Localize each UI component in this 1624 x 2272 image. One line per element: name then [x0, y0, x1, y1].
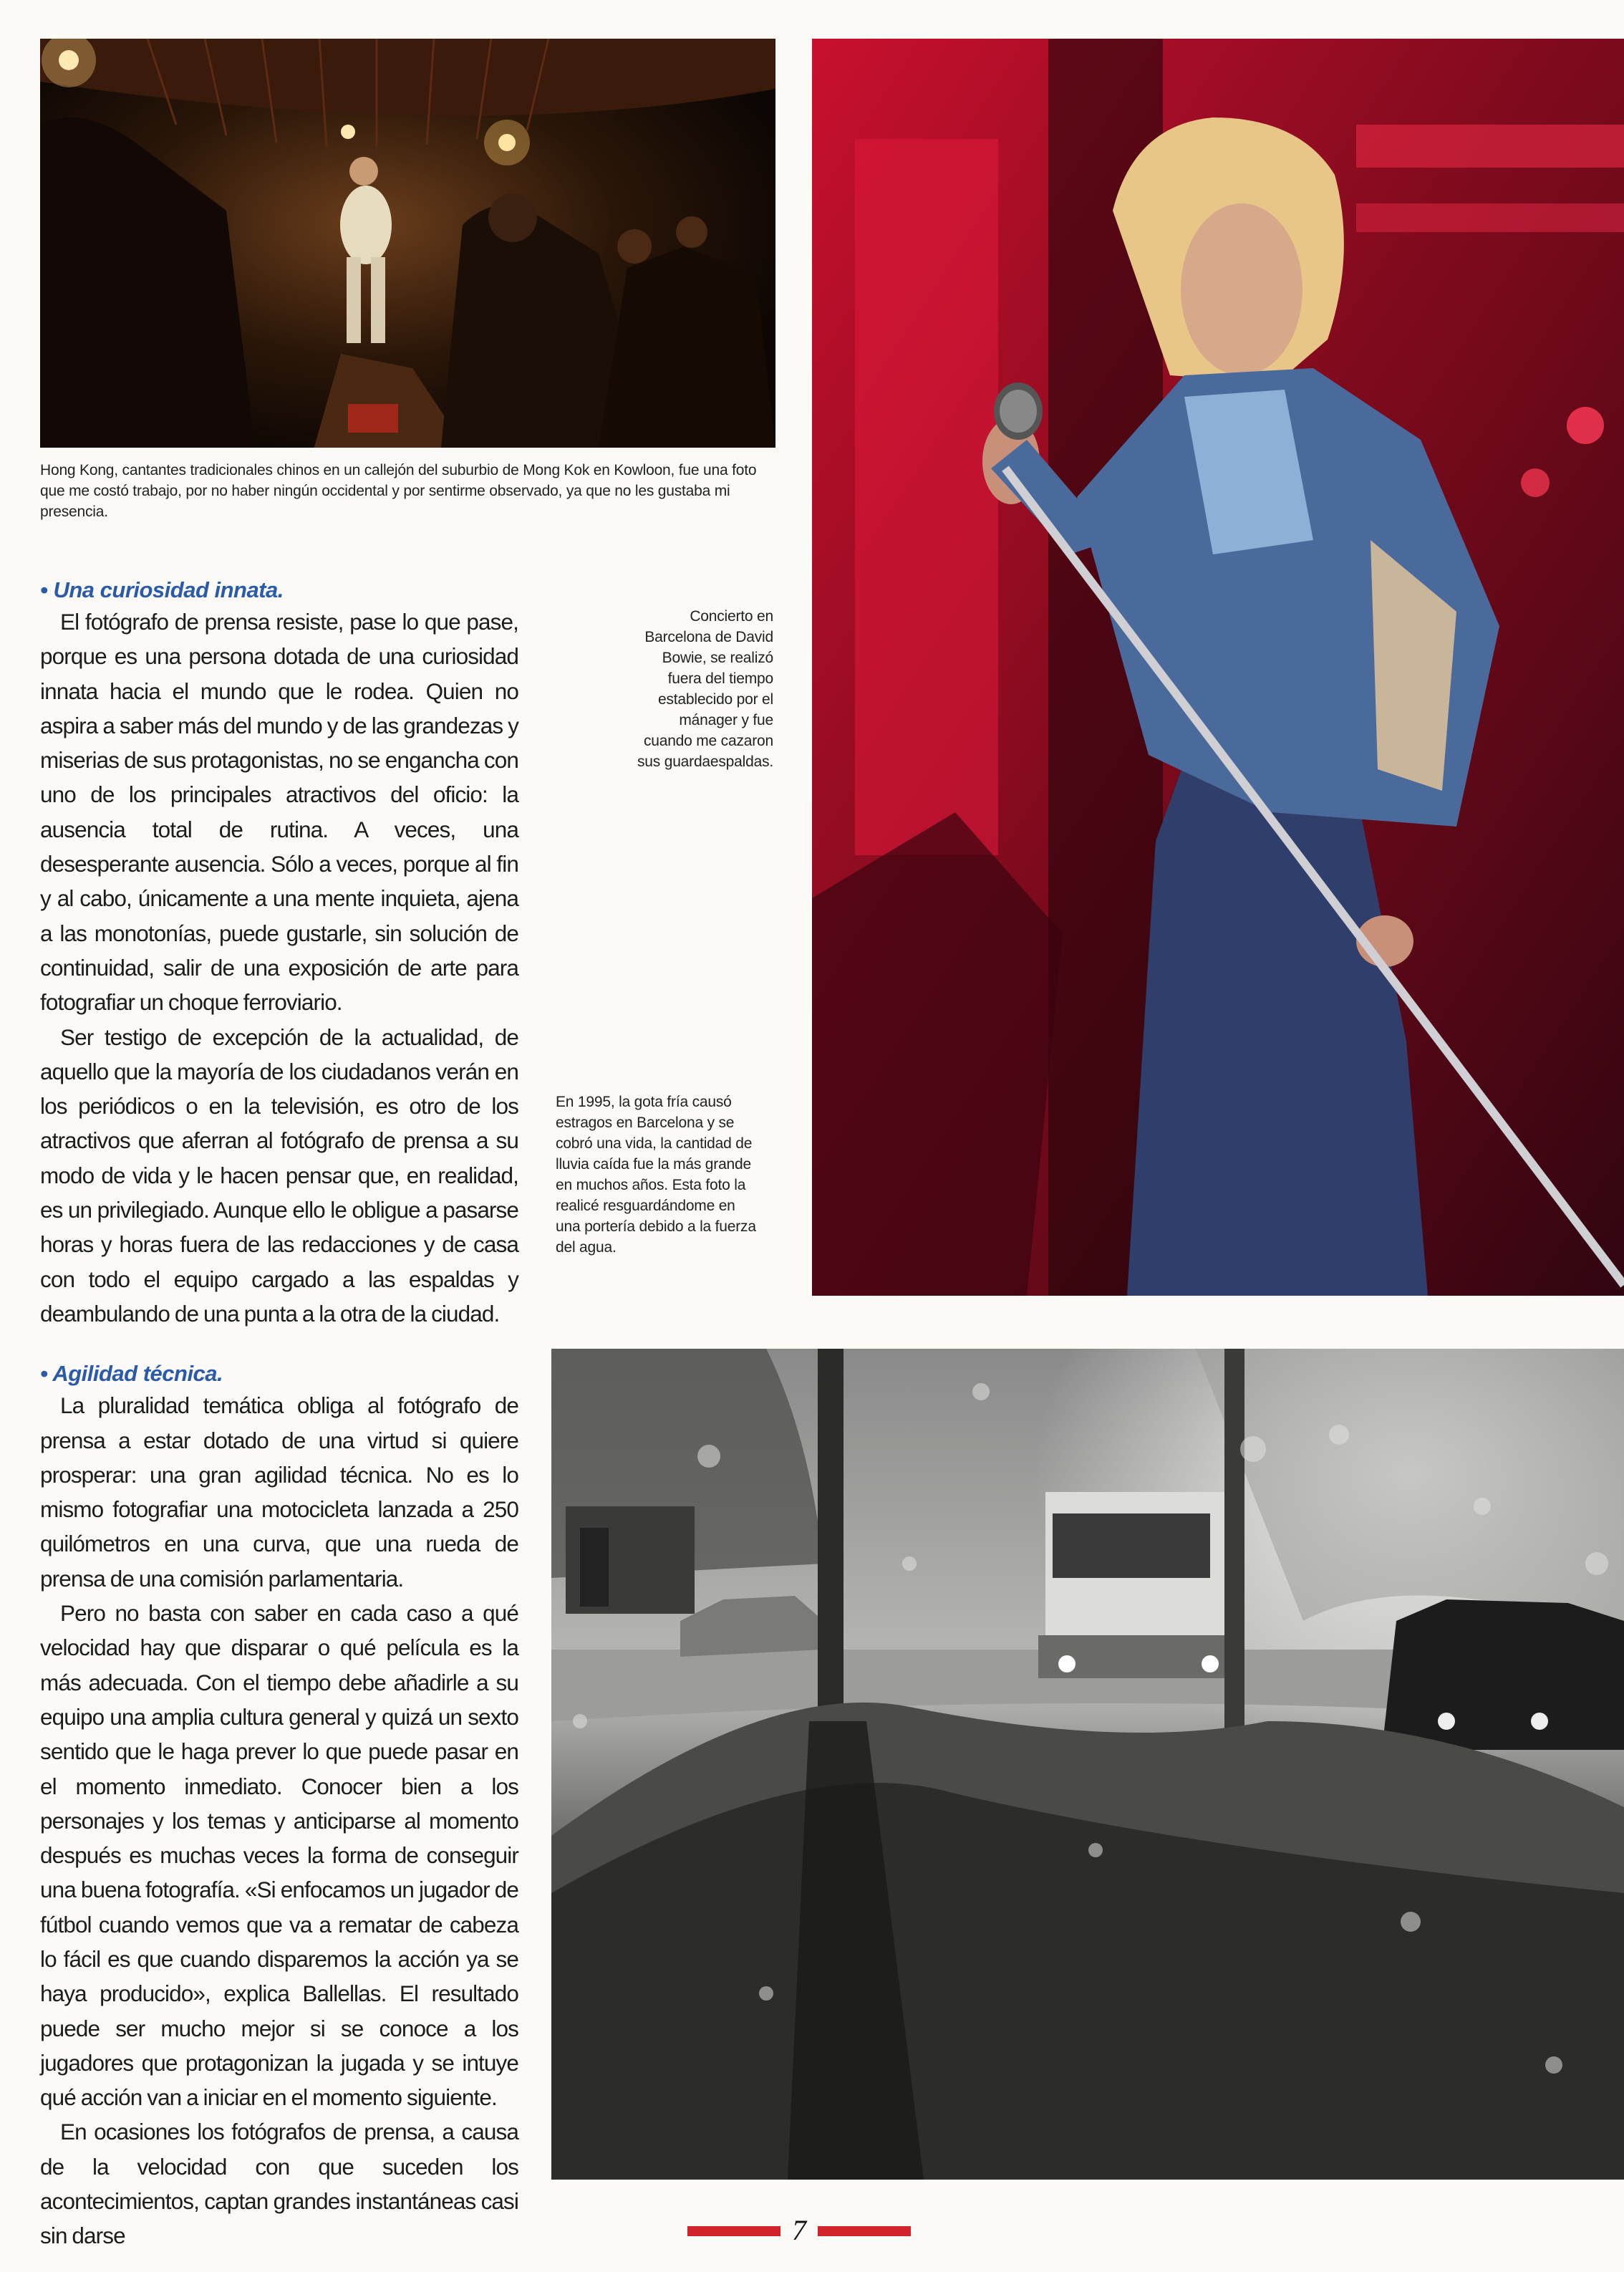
article-column: [40, 576, 518, 2253]
paragraph: Ser testigo de excepción de la actualidad, de aquello que la mayoría de los ciudadanos verán en los periódicos o en la televisión, es otro de los atractivos que aferran al fotógrafo de prensa a su modo de vida y le hacen pensar que, en realidad, es un privilegiado. Aunque ello le obligue a pasarse horas y horas fuera de las redacciones y de casa con todo el equipo cargado a las espaldas y deambulando de una punta a la otra de la ciudad.: [40, 1024, 518, 1327]
section-body-curiosity: [40, 605, 518, 1331]
paragraph: La pluralidad temática obliga al fotógrafo de prensa a estar dotado de una virtud si quiere prosperar: una gran agilidad técnica. No es lo mismo fotografiar una motocicleta lanzada a 250 quilómetros en una curva, que una rueda de prensa de una comisión parlamentaria.: [40, 1392, 518, 1592]
paragraph: En ocasiones los fotógrafos de prensa, a causa de la velocidad con que suceden los acontecimientos, captan grandes instantáneas casi sin darse: [40, 2119, 518, 2249]
section-body-technique: [40, 1388, 518, 2253]
section-heading-technique: • Agilidad técnica.: [40, 1361, 223, 1387]
paragraph: Pero no basta con saber en cada caso a qué velocidad hay que disparar o qué película es la más adecuada. Con el tiempo debe añadirle a su equipo una amplia cultura general y quizá un sexto sentido que le haga prever lo que puede pasar en el momento inmediato. Conocer bien a los personajes y los temas y anticiparse al momento después es muchas veces la forma de conseguir una buena fotografía. «Si enfocamos un jugador de fútbol cuando vemos que va a rematar de cabeza lo fácil es que cuando disparemos la acción ya se haya producido», explica Ballellas. El resultado puede ser mucho mejor si se conoce a los jugadores que protagonizan la jugada y se intuye qué acción van a iniciar en el momento siguiente.: [40, 1600, 518, 2111]
paragraph: El fotógrafo de prensa resiste, pase lo que pase, porque es una persona dotada de una curiosidad innata hacia el mundo que le rodea. Quien no aspira a saber más del mundo y de las grandezas y miserias de sus protagonistas, no se engancha con uno de los principales atractivos del oficio: la ausencia total de rutina. A veces, una desesperante ausencia. Sólo a veces, porque al fin y al cabo, únicamente a una mente inquieta, ajena a las monotonías, puede gustarle, sin solución de continuidad, salir de una exposición de arte para fotografiar un choque ferroviario.: [40, 609, 518, 1016]
photo-bowie-concert: [812, 39, 1624, 1296]
page-bar-left: [687, 2226, 780, 2236]
section-heading-curiosity: • Una curiosidad innata.: [40, 577, 284, 602]
page-number: 7: [792, 2214, 806, 2246]
caption-flood: En 1995, la gota fría causó estragos en Barcelona y se cobró una vida, la cantidad de lluvia caída fue la más grande en muchos años. Esta foto la realicé resguardándome en una portería debido a la fuerza del agua.: [556, 1094, 756, 1256]
page-bar-right: [818, 2226, 911, 2236]
photo-hong-kong: [40, 39, 775, 448]
caption-hong-kong: Hong Kong, cantantes tradicionales chinos en un callejón del suburbio de Mong Kok en Kowloon, fue una foto que me costó trabajo, por no haber ningún occidental y por sentirme observado, ya que no les gustaba mi presencia.: [40, 462, 757, 520]
caption-bowie: Concierto en Barcelona de David Bowie, se realizó fuera del tiempo establecido por el mánager y fue cuando me cazaron sus guardaespaldas.: [637, 608, 773, 770]
photo-barcelona-flood: [551, 1349, 1624, 2180]
